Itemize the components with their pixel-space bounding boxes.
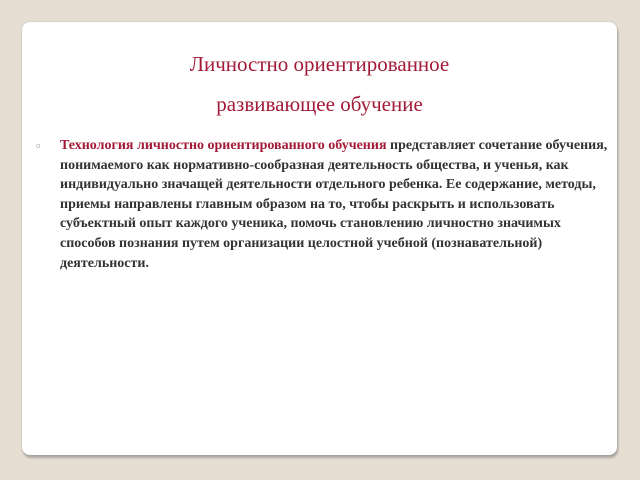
bullet-paragraph bbox=[60, 136, 616, 273]
bullet-list-item bbox=[34, 136, 616, 273]
slide-title-line-1: Личностно ориентированное bbox=[189, 52, 450, 76]
square-bullet-icon: ▫ bbox=[36, 138, 41, 153]
paragraph-text: представляет сочетание обучения, понимаемого как нормативно-сообразная деятельность общества, и ученья, как индивидуально значащей деятельности отдельного ребенка. Ее содержание, методы, приемы направлены главным образом на то, чтобы раскрыть и использовать субъектный опыт каждого ученика, помочь становлению личностно значимых способов познания путем организации целостной учебной (познавательной) деятельности. bbox=[60, 138, 608, 271]
slide-title-line-2: развивающее обучение bbox=[216, 92, 423, 116]
slide-title bbox=[22, 44, 617, 124]
highlighted-term: Технология личностно ориентированного обучения bbox=[60, 138, 387, 153]
slide-card bbox=[22, 22, 617, 455]
